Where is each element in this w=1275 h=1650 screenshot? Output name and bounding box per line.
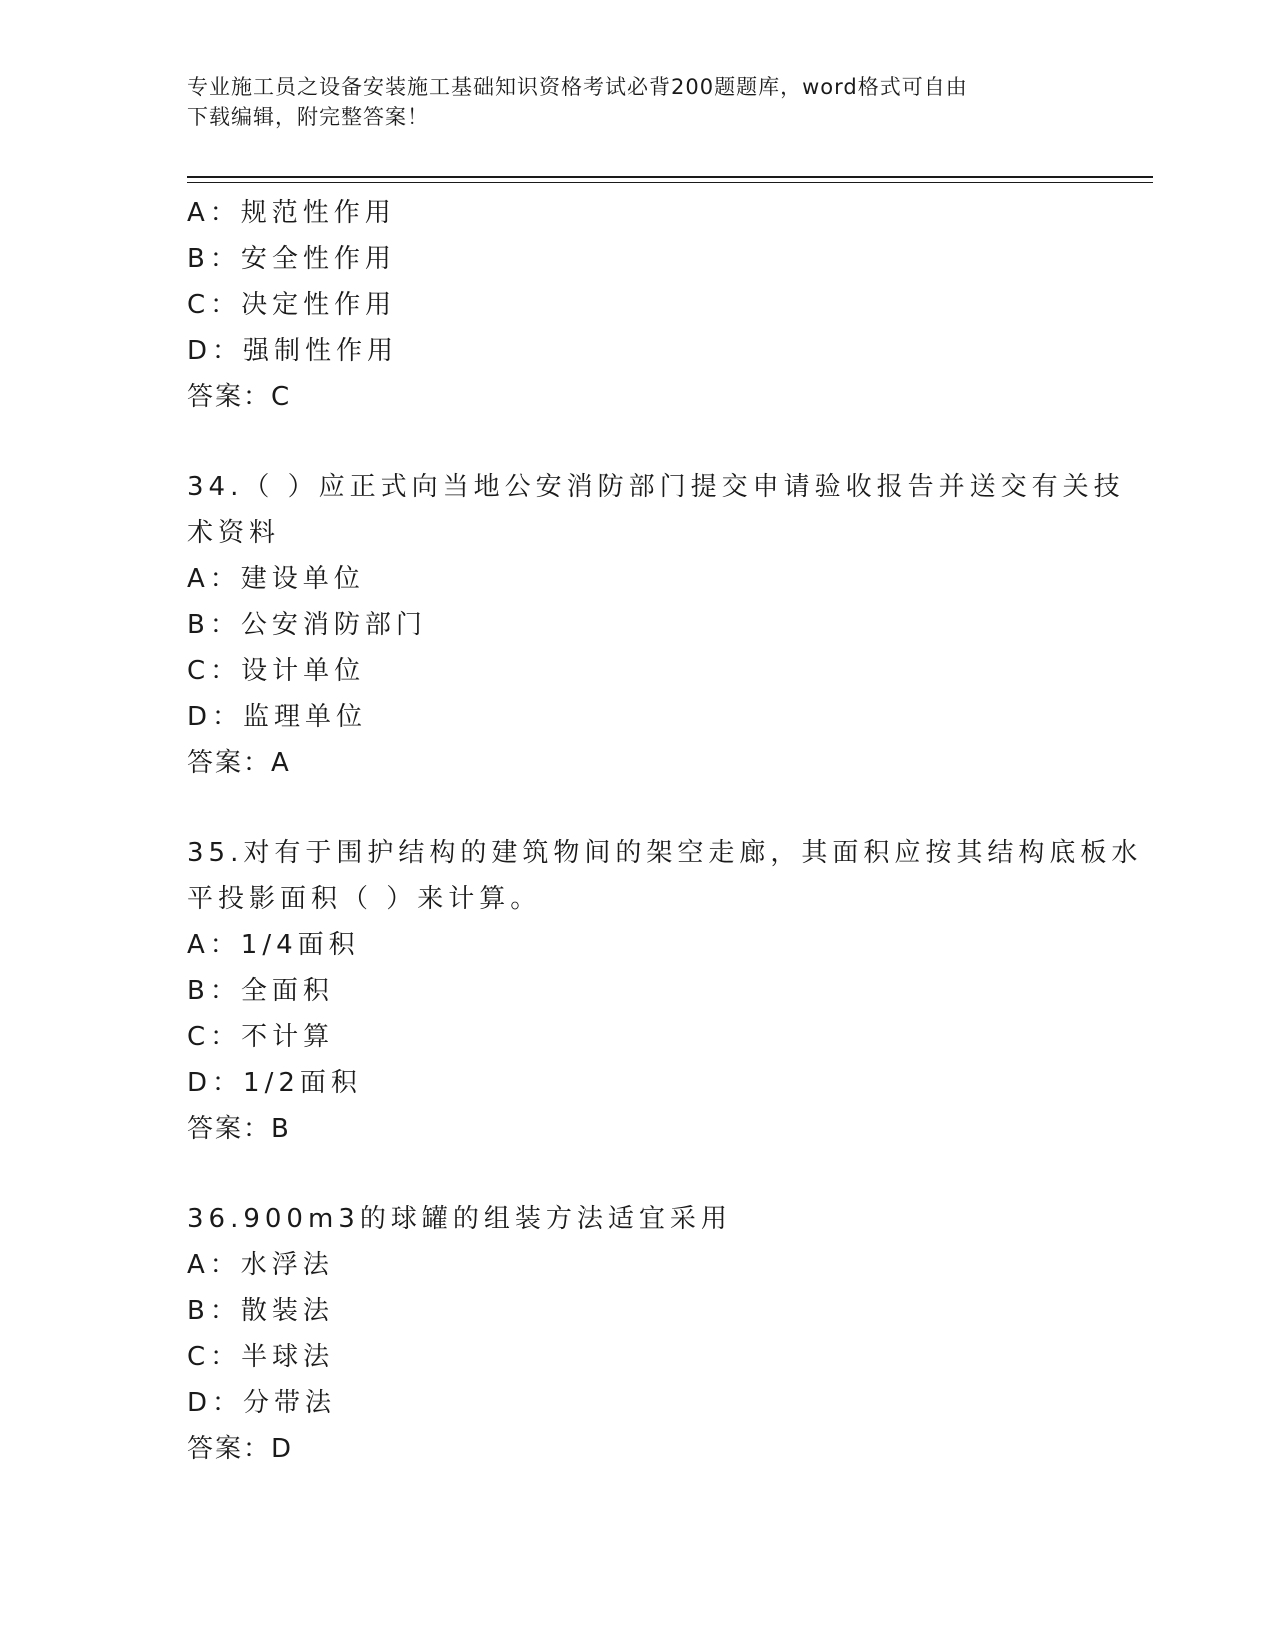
question-list: [187, 190, 1143, 1472]
option-c: C：决定性作用: [187, 290, 397, 320]
option-c: C：半球法: [187, 1342, 335, 1372]
option-b: B：全面积: [187, 976, 334, 1006]
answer-line: 答案：D: [187, 1434, 294, 1464]
header-divider-thick: [187, 176, 1153, 178]
option-b: B：公安消防部门: [187, 610, 427, 640]
option-a: A：规范性作用: [187, 198, 396, 228]
question-stem-line-1: 36.900m3的球罐的组装方法适宜采用: [187, 1204, 732, 1234]
answer-line: 答案：B: [187, 1114, 291, 1144]
header-line-1: 专业施工员之设备安装施工基础知识资格考试必背200题题库，word格式可自由: [187, 75, 968, 99]
option-d: D：强制性作用: [187, 336, 399, 366]
option-c: C：不计算: [187, 1022, 335, 1052]
answer-line: 答案：A: [187, 748, 291, 778]
option-b: B：安全性作用: [187, 244, 396, 274]
option-d: D：1/2面积: [187, 1068, 362, 1098]
question-stem-line-1: 34.（ ）应正式向当地公安消防部门提交申请验收报告并送交有关技: [187, 472, 1125, 502]
answer-line: 答案：C: [187, 382, 292, 412]
question-stem-line-2: 术资料: [187, 518, 281, 548]
option-b: B：散装法: [187, 1296, 334, 1326]
option-d: D：监理单位: [187, 702, 368, 732]
option-c: C：设计单位: [187, 656, 366, 686]
option-a: A：水浮法: [187, 1250, 334, 1280]
question-36: [187, 1196, 1087, 1472]
document-header: [187, 72, 1067, 132]
option-a: A：1/4面积: [187, 930, 360, 960]
question-35: [187, 830, 1143, 1152]
header-divider-thin: [187, 182, 1153, 183]
option-d: D：分带法: [187, 1388, 337, 1418]
question-stem-line-1: 35.对有于围护结构的建筑物间的架空走廊，其面积应按其结构底板水: [187, 838, 1143, 868]
option-a: A：建设单位: [187, 564, 365, 594]
question-33: [187, 190, 1087, 420]
question-stem-line-2: 平投影面积（ ）来计算。: [187, 884, 542, 914]
question-34: [187, 464, 1125, 786]
header-line-2: 下载编辑，附完整答案！: [187, 105, 429, 129]
